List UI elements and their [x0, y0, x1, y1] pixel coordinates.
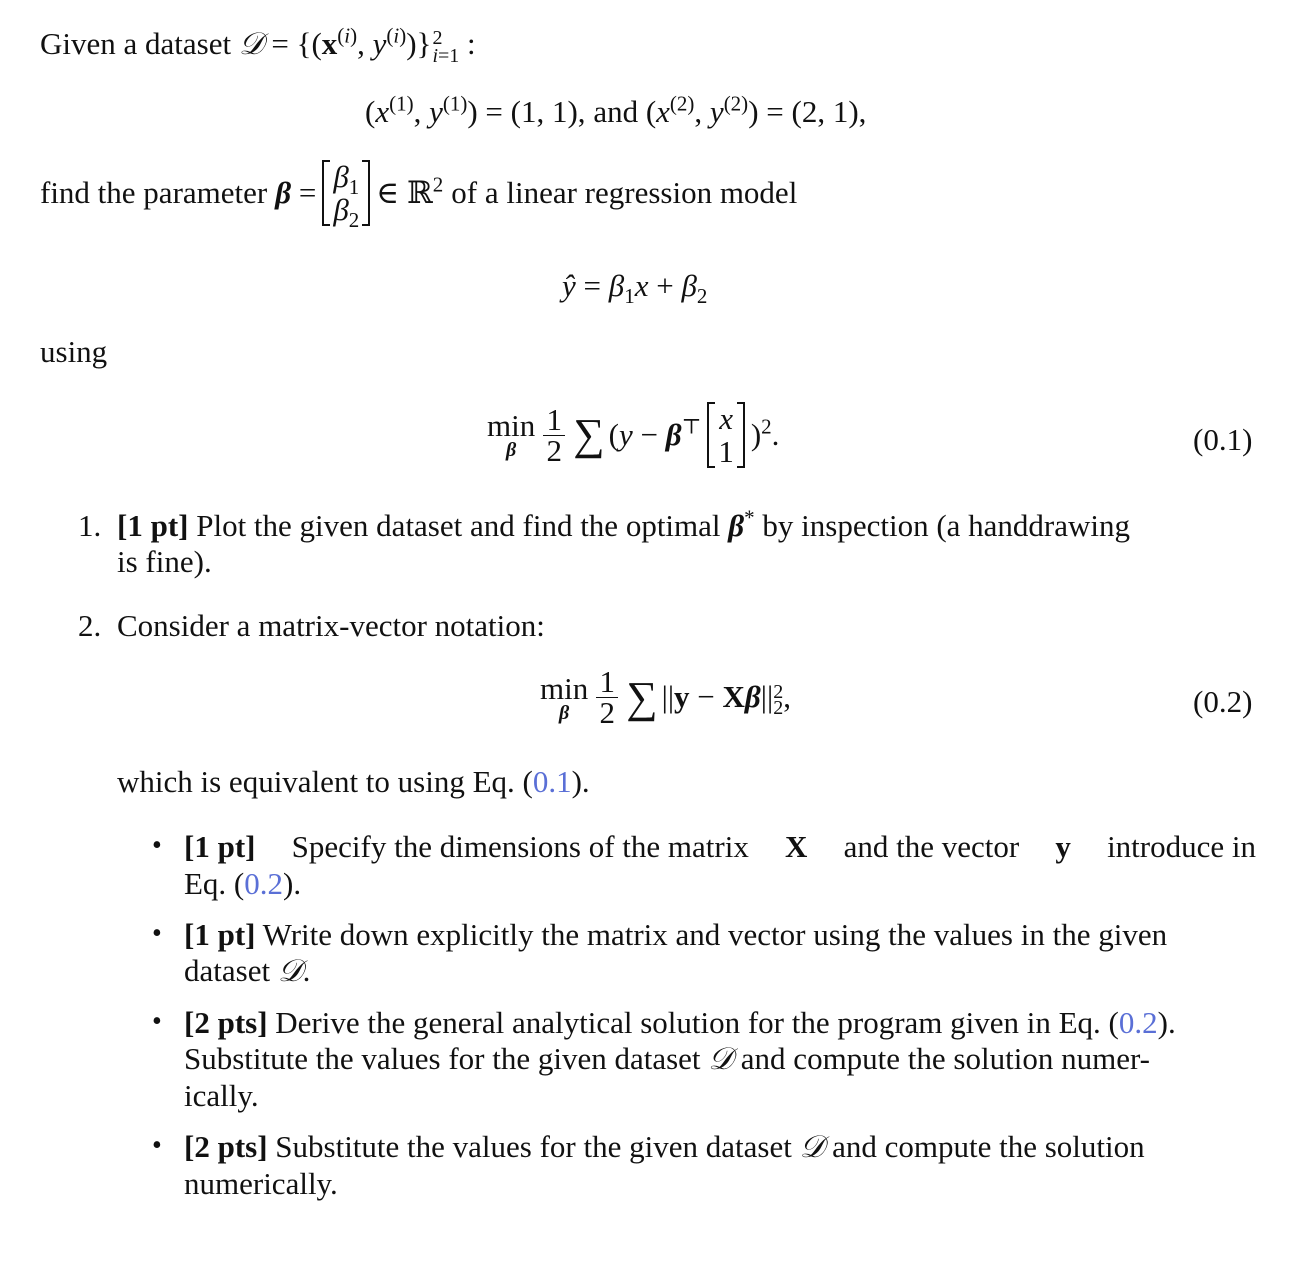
min-operator-2: min β — [540, 670, 589, 724]
equation-0-2: min β $\frac{1}{2}$ ∑ ||y − Xβ|| 2 2 , — [540, 664, 791, 730]
dataset-definition-line — [40, 23, 476, 67]
bullet-1-text-c: introduce in — [1107, 829, 1256, 864]
bullet-4-line-1: [2 pts] Substitute the values for the given dataset 𝒟 and compute the solution — [184, 1129, 1145, 1165]
equation-number-0-2: (0.2) — [1193, 684, 1253, 719]
bullet-1-dot: • — [152, 830, 162, 861]
item-1-text-b: by inspection (a handdrawing — [762, 508, 1131, 543]
bullet-3-line-2-a: Substitute the values for the given dataset — [184, 1041, 701, 1076]
item-2-text: Consider a matrix-vector notation: — [117, 608, 545, 643]
item-1-points: [1 pt] — [117, 508, 189, 543]
bullet-2-dataset-word: dataset — [184, 953, 271, 988]
vector-y-symbol: y — [1055, 829, 1071, 864]
model-equation: ŷ = $\beta_1x + \beta_2$ — [562, 268, 708, 309]
bullet-1-text-b: and the vector — [843, 829, 1020, 864]
data-points-line — [365, 91, 867, 130]
find-suffix: of a linear regression model — [451, 175, 798, 210]
equation-number-0-1: (0.1) — [1193, 422, 1253, 457]
item-2-number: 2. — [78, 608, 102, 643]
item-1-number: 1. — [78, 508, 102, 543]
bullet-4-line-2: numerically. — [184, 1166, 338, 1201]
item-1-text-a: Plot the given dataset and find the optimal — [196, 508, 721, 543]
one-half-fraction-2: $\frac{1}{2}$ — [596, 667, 618, 728]
equivalence-text-b: ). — [571, 764, 590, 799]
bullet-3-dot: • — [152, 1006, 162, 1037]
matrix-x-symbol: X — [785, 829, 808, 864]
bullet-2-line-1 — [184, 917, 1167, 953]
bullet-1-line-2 — [184, 866, 301, 902]
bullet-3-line-2: Substitute the values for the given dataset 𝒟 and compute the solution numer- — [184, 1041, 1150, 1077]
eq-ref-0-2-b[interactable]: 0.2 — [1118, 1005, 1158, 1040]
sum-symbol-2: ∑ — [626, 672, 658, 722]
bullet-3-line-2-b: and compute the solution numer- — [740, 1041, 1150, 1076]
x-one-vector: x 1 — [707, 402, 745, 468]
bullet-1-text-a: Specify the dimensions of the matrix — [291, 829, 749, 864]
bullet-2-points: [1 pt] — [184, 917, 256, 952]
bullet-4-text-b: and compute the solution — [832, 1129, 1145, 1164]
using-word: using — [40, 334, 108, 369]
real-space: ∈ ℝ$^2$ — [376, 172, 444, 210]
eq-ref-0-1[interactable]: 0.1 — [532, 764, 572, 799]
bullet-2-text: Write down explicitly the matrix and vector using the values in the given — [262, 917, 1168, 952]
beta-vector: $\beta_1$ $\beta_2$ — [322, 160, 370, 226]
dataset-formula: 𝒟 = {($x^{(i)}$, $y^{(i)}$)} 2 i=1 — [238, 23, 460, 67]
equivalence-text-a: which is equivalent to using Eq. ( — [117, 764, 533, 799]
point-1-formula: ($x^{(1)}$, $y^{(1)}) = (1$, 1), — [365, 91, 586, 129]
bullet-3-line-1 — [184, 1005, 1176, 1041]
equivalence-note — [117, 764, 590, 800]
bullet-3-text-b: ). — [1157, 1005, 1176, 1040]
point-2-formula: ($x^{(2)}$, $y^{(2)}) = (2$, 1), — [645, 91, 867, 129]
bullet-4-dot: • — [152, 1130, 162, 1161]
bullet-1-eq-suffix: ). — [283, 866, 302, 901]
bullet-2-line-2: dataset 𝒟. — [184, 953, 311, 989]
bullet-1-eq-prefix: Eq. ( — [184, 866, 245, 901]
bullet-3-text-a: Derive the general analytical solution for the program given in Eq. ( — [275, 1005, 1119, 1040]
item-1-line-1: [1 pt] Plot the given dataset and find the optimal β* by inspection (a handdrawing — [117, 505, 1131, 543]
given-suffix: : — [467, 26, 476, 61]
bullet-3-line-3: ically. — [184, 1078, 259, 1113]
bullet-1-line-1 — [184, 829, 1256, 865]
parameter-line — [40, 159, 798, 233]
find-prefix: find the parameter — [40, 175, 268, 210]
sum-symbol: ∑ — [573, 410, 605, 459]
one-half-fraction: $\frac{1}{2}$ — [543, 405, 565, 466]
bullet-3-points: [2 pts] — [184, 1005, 268, 1040]
bullet-2-dot: • — [152, 918, 162, 949]
equation-0-1: min β $\frac{1}{2}$ ∑ (y − β⊤ x 1 )$^2$. — [487, 401, 780, 469]
bullet-1-points: [1 pt] — [184, 829, 256, 864]
min-operator: min β — [487, 408, 536, 461]
bullet-4-points: [2 pts] — [184, 1129, 268, 1164]
bullet-4-text-a: Substitute the values for the given dataset — [275, 1129, 792, 1164]
eq-ref-0-2-a[interactable]: 0.2 — [244, 866, 284, 901]
beta-definition: β = — [275, 175, 317, 210]
item-1-line-2: is fine). — [117, 544, 212, 579]
given-prefix: Given a dataset — [40, 26, 232, 61]
and-word: and — [593, 94, 639, 129]
